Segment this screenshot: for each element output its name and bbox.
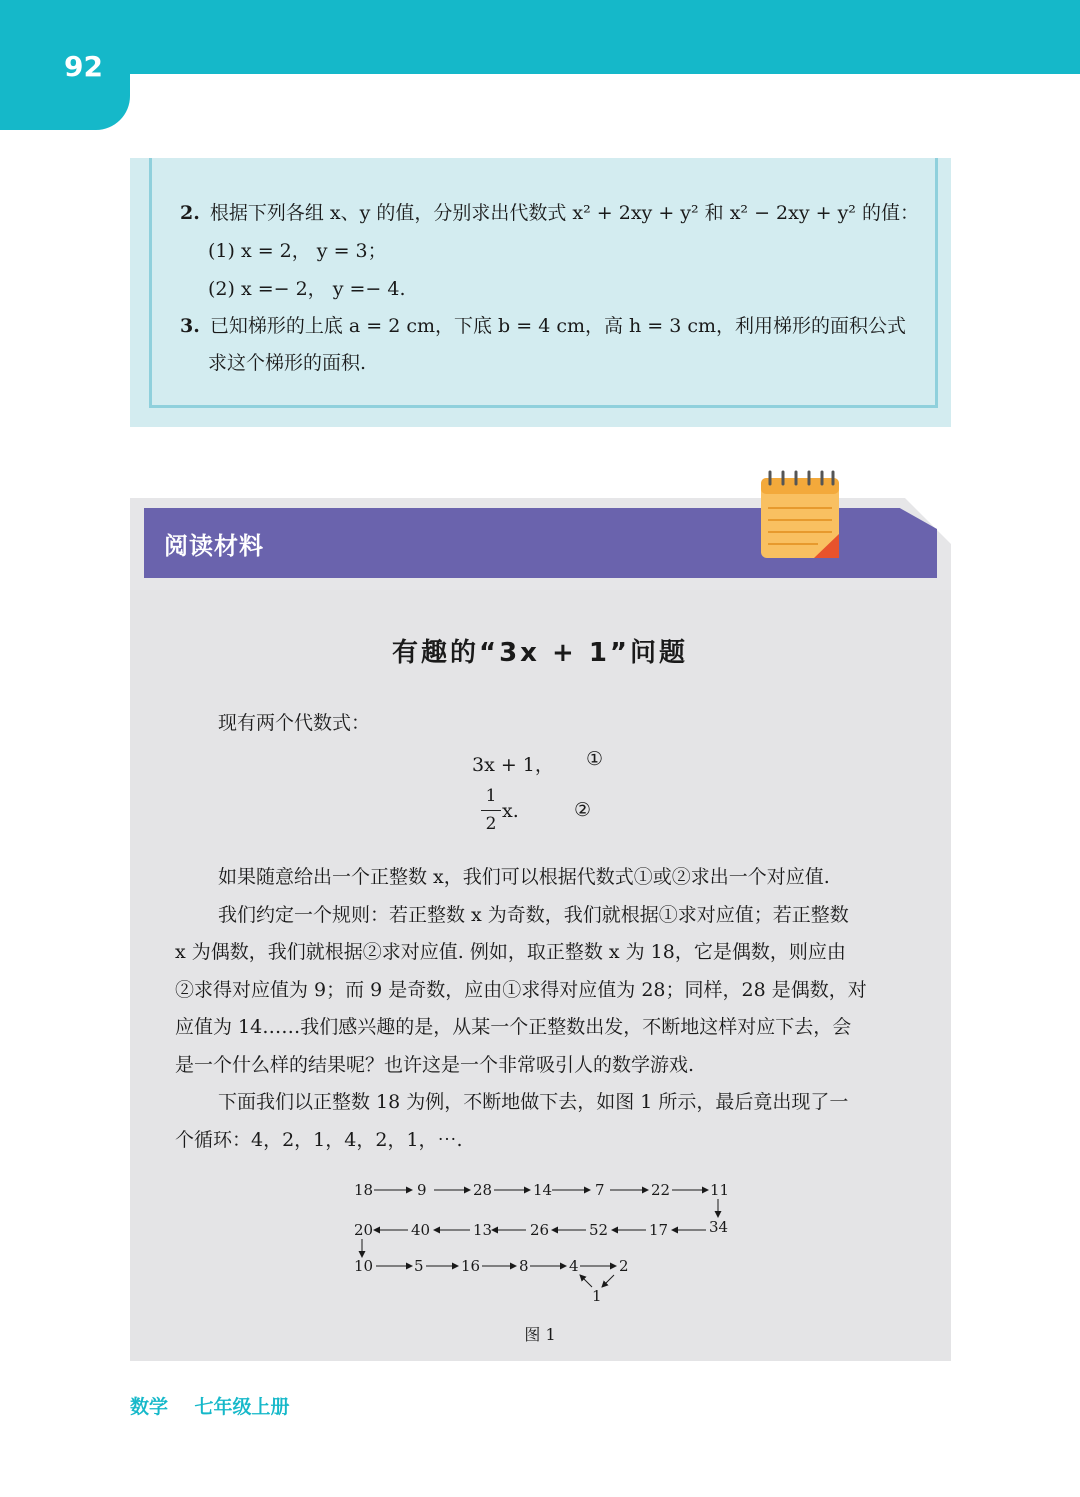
diagram-node: 34 [709, 1218, 729, 1236]
notepad-icon [758, 466, 842, 562]
paragraph-2-line3: ②求得对应值为 9；而 9 是奇数，应由①求得对应值为 28；同样，28 是偶数，对 [175, 979, 867, 1001]
diagram-node: 10 [354, 1257, 374, 1275]
formula-2-tag: ② [574, 799, 592, 821]
diagram-node: 28 [473, 1181, 493, 1199]
paragraph-2-line1: 我们约定一个规则：若正整数 x 为奇数，我们就根据①求对应值；若正整数 [218, 904, 849, 926]
diagram-node: 52 [589, 1221, 609, 1239]
fraction-numerator: 1 [485, 786, 497, 806]
exercise-2-part2: (2) x =− 2， y =− 4. [208, 278, 406, 300]
diagram-node: 11 [710, 1181, 730, 1199]
exercise-number: 3. [180, 315, 200, 337]
fraction-denominator: 2 [485, 814, 497, 834]
exercise-3 [180, 311, 906, 338]
diagram-node: 26 [530, 1221, 550, 1239]
page-number: 92 [64, 50, 103, 83]
diagram-node: 9 [417, 1181, 427, 1199]
diagram-node: 17 [649, 1221, 669, 1239]
paragraph-2-line4: 应值为 14……我们感兴趣的是，从某一个正整数出发，不断地这样对应下去，会 [175, 1016, 852, 1038]
paragraph-2-line2: x 为偶数，我们就根据②求对应值. 例如，取正整数 x 为 18，它是偶数，则应由 [175, 941, 846, 963]
diagram-node: 14 [533, 1181, 553, 1199]
paragraph-1: 如果随意给出一个正整数 x，我们可以根据代数式①或②求出一个对应值. [218, 866, 830, 888]
fraction-bar [481, 810, 501, 811]
exercise-3-cont: 求这个梯形的面积. [208, 352, 367, 374]
diagram-node: 1 [592, 1287, 602, 1305]
diagram-node: 5 [414, 1257, 424, 1275]
diagram-node: 4 [569, 1257, 579, 1275]
paragraph-2-line5: 是一个什么样的结果呢？也许这是一个非常吸引人的数学游戏. [175, 1054, 695, 1076]
diagram-node: 40 [411, 1221, 431, 1239]
figure-caption: 图 1 [524, 1325, 556, 1344]
diagram-node: 16 [461, 1257, 481, 1275]
paragraph-3-line1: 下面我们以正整数 18 为例，不断地做下去，如图 1 所示，最后竟出现了一 [218, 1091, 849, 1113]
footer-book-title: 数学 七年级上册 [130, 1396, 290, 1418]
collatz-diagram [340, 1175, 740, 1310]
formula-2-variable: x. [502, 800, 519, 822]
diagram-node: 18 [354, 1181, 374, 1199]
exercise-number: 2. [180, 202, 200, 224]
formula-1: 3x + 1， [472, 754, 554, 776]
diagram-node: 2 [619, 1257, 629, 1275]
diagram-node: 20 [354, 1221, 374, 1239]
diagram-node: 7 [595, 1181, 605, 1199]
formula-1-tag: ① [586, 748, 604, 770]
diagram-node: 22 [651, 1181, 671, 1199]
exercise-2 [180, 198, 919, 225]
exercise-text: 已知梯形的上底 a = 2 cm，下底 b = 4 cm，高 h = 3 cm，利用梯形的面积公式 [209, 315, 907, 337]
article-title: 有趣的“3x + 1”问题 [391, 638, 689, 668]
diagram-row-2 [354, 1218, 728, 1239]
diagram-node: 8 [519, 1257, 529, 1275]
header-band [0, 0, 1080, 74]
exercise-text: 根据下列各组 x、y 的值，分别求出代数式 x² + 2xy + y² 和 x² − 2xy + y² 的值： [209, 202, 919, 224]
reading-label: 阅读材料 [164, 532, 264, 560]
paragraph-3-line2: 个循环：4，2，1，4，2，1，⋯. [175, 1129, 463, 1151]
exercise-2-part1: (1) x = 2， y = 3； [208, 240, 387, 262]
diagram-node: 13 [473, 1221, 493, 1239]
diagram-row-3 [354, 1257, 629, 1305]
intro-text: 现有两个代数式： [218, 712, 371, 734]
